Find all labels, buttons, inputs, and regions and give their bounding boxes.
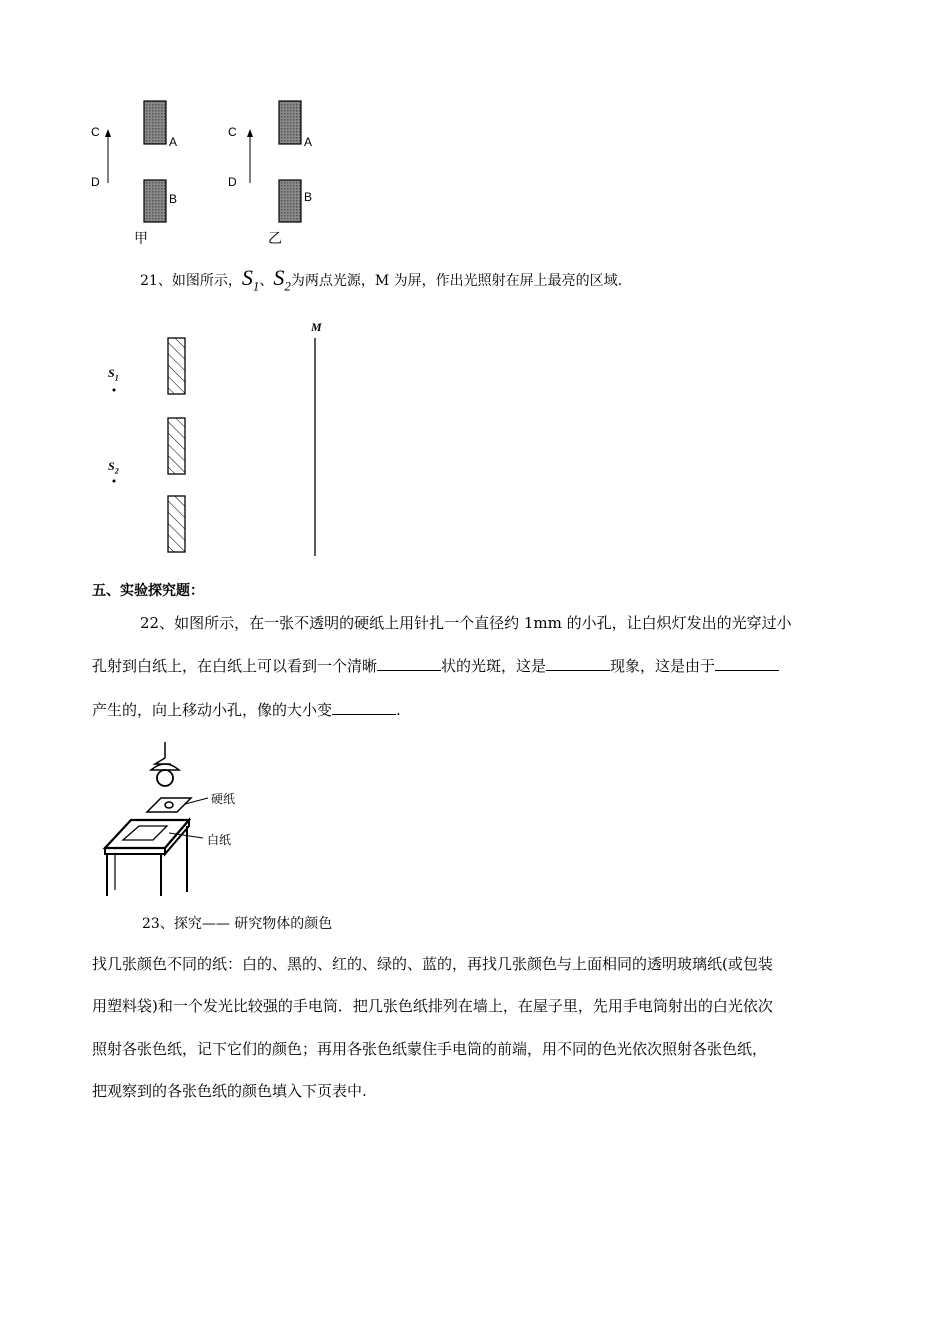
q22-line1: 22、如图所示，在一张不透明的硬纸上用针扎一个直径约 1mm 的小孔，让白炽灯发出的光穿过小 xyxy=(140,614,792,632)
block-a-left xyxy=(144,101,166,144)
caption-yi: 乙 xyxy=(268,231,282,247)
q23-line3: 照射各张色纸，记下它们的颜色；再用各张色纸蒙住手电筒的前端，用不同的色光依次照射各张色纸， xyxy=(92,1040,768,1058)
q21-sep: 、 xyxy=(259,273,274,289)
table-front xyxy=(105,848,165,854)
figure-q21-svg xyxy=(100,320,340,560)
source-s2-dot xyxy=(113,480,116,483)
white-paper xyxy=(123,826,167,840)
lamp-cord xyxy=(155,742,171,764)
blank-4[interactable] xyxy=(332,700,396,715)
block-a-right xyxy=(279,101,301,144)
figure-q21 xyxy=(100,320,340,560)
source-s1-dot xyxy=(113,389,116,392)
label-a-right: A xyxy=(304,135,313,149)
caption-jia: 甲 xyxy=(134,231,148,247)
label-white-paper: 白纸 xyxy=(207,833,232,847)
q21-s2: $S_2$ xyxy=(273,265,291,294)
label-c-left: C xyxy=(91,125,100,139)
barrier-top xyxy=(168,338,185,394)
arrow-head-right xyxy=(247,129,253,137)
figure-q22-svg xyxy=(95,740,275,900)
label-m: M xyxy=(311,320,322,334)
block-b-left xyxy=(144,180,166,222)
q23-line4: 把观察到的各张色纸的颜色填入下页表中. xyxy=(92,1082,367,1100)
block-b-right xyxy=(279,180,301,222)
arrow-head-left xyxy=(105,129,111,137)
figure-q22 xyxy=(95,740,275,900)
blank-2[interactable] xyxy=(546,656,610,671)
label-b-right: B xyxy=(304,190,313,204)
label-c-right: C xyxy=(228,125,237,139)
blank-3[interactable] xyxy=(715,656,779,671)
label-d-left: D xyxy=(91,175,100,189)
question-21 xyxy=(140,265,623,296)
section-5-heading: 五、实验探究题： xyxy=(92,583,204,599)
label-b-left: B xyxy=(169,192,178,206)
pinhole xyxy=(165,802,173,808)
label-d-right: D xyxy=(228,175,237,189)
table-side xyxy=(165,820,189,854)
q21-number: 21、如图所示， xyxy=(140,273,242,289)
q22-line3: 产生的，向上移动小孔，像的大小变 . xyxy=(92,701,401,719)
blank-1[interactable] xyxy=(377,656,441,671)
q21-s1: $S_1$ xyxy=(241,265,260,294)
lamp-shade xyxy=(151,764,179,770)
q22-line2: 孔射到白纸上，在白纸上可以看到一个清晰 状的光斑，这是 现象，这是由于 xyxy=(92,656,779,676)
barrier-bottom xyxy=(168,496,185,552)
card xyxy=(147,798,191,812)
q23-line1: 找几张颜色不同的纸：白的、黑的、红的、绿的、蓝的，再找几张颜色与上面相同的透明玻璃纸(或包装 xyxy=(92,955,773,973)
q21-text: 为两点光源，M 为屏，作出光照射在屏上最亮的区域. xyxy=(290,273,623,289)
q23-title: 23、探究—— 研究物体的颜色 xyxy=(142,916,333,932)
figure-jia-yi xyxy=(80,95,340,255)
label-a-left: A xyxy=(169,135,178,149)
label-s2: $S_2$ xyxy=(108,459,119,476)
barrier-middle xyxy=(168,418,185,474)
label-card: 硬纸 xyxy=(211,792,236,806)
q23-line2: 用塑料袋)和一个发光比较强的手电筒．把几张色纸排列在墙上，在屋子里，先用手电筒射出的白光依次 xyxy=(92,997,773,1015)
label-s1: $S_1$ xyxy=(108,366,119,383)
lamp-bulb xyxy=(157,770,173,786)
figure-jia-yi-svg xyxy=(80,95,340,255)
